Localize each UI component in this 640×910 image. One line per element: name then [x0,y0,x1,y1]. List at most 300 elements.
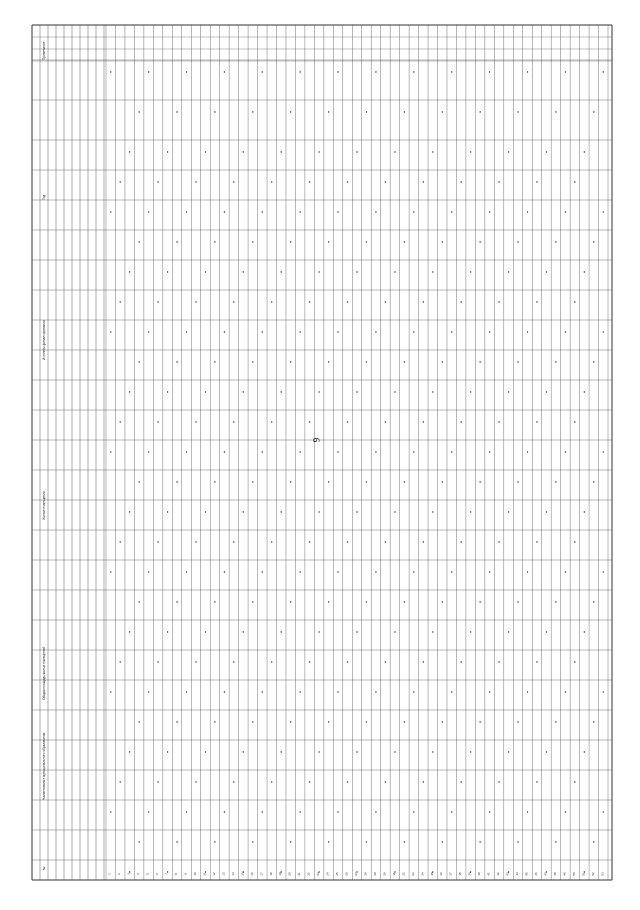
cell-mark [460,661,461,662]
cell-mark [470,751,471,752]
cell-mark [271,661,272,662]
cell-mark [233,181,234,182]
cell-mark [603,571,604,572]
cell-mark [546,391,547,392]
cell-mark [470,631,471,632]
cell-mark [593,241,594,242]
cell-mark [186,71,187,72]
cell-mark [328,841,329,842]
cell-mark [555,111,556,112]
cell-mark [432,871,433,872]
cell-mark [167,391,168,392]
cell-mark [413,571,414,572]
row-index: 2 [117,873,122,875]
cell-mark [110,811,111,812]
row-index: 7 [164,873,169,875]
cell-mark [593,601,594,602]
cell-mark [574,541,575,542]
cell-mark [555,241,556,242]
row-index: 26 [344,872,349,876]
cell-mark [176,841,177,842]
cell-mark [603,691,604,692]
row-index: 43 [505,872,510,876]
cell-mark [271,541,272,542]
cell-mark [527,451,528,452]
cell-mark [262,571,263,572]
column-header: № [42,866,46,870]
cell-mark [366,601,367,602]
cell-mark [347,661,348,662]
cell-mark [186,691,187,692]
cell-mark [517,111,518,112]
cell-mark [375,451,376,452]
cell-mark [375,211,376,212]
cell-mark [432,631,433,632]
column-header: Год [42,194,46,200]
cell-mark [186,451,187,452]
cell-mark [489,211,490,212]
cell-mark [290,241,291,242]
cell-mark [205,631,206,632]
cell-mark [442,361,443,362]
column-header: Наименование муниципального образования [42,732,46,800]
cell-mark [432,151,433,152]
cell-mark [536,781,537,782]
cell-mark [186,331,187,332]
cell-mark [527,71,528,72]
cell-mark [243,631,244,632]
cell-mark [375,571,376,572]
cell-mark [451,211,452,212]
cell-mark [584,751,585,752]
cell-mark [375,811,376,812]
cell-mark [299,211,300,212]
cell-mark [252,721,253,722]
cell-mark [489,331,490,332]
cell-mark [508,751,509,752]
row-index: 3 [126,873,131,875]
cell-mark [546,751,547,752]
cell-mark [214,601,215,602]
cell-mark [451,691,452,692]
cell-mark [413,331,414,332]
cell-mark [318,871,319,872]
cell-mark [347,421,348,422]
cell-mark [186,811,187,812]
cell-mark [432,511,433,512]
row-index: 18 [268,872,273,876]
cell-mark [527,571,528,572]
cell-mark [508,631,509,632]
cell-mark [138,841,139,842]
cell-mark [271,301,272,302]
cell-mark [498,181,499,182]
row-index: 46 [533,872,538,876]
row-index: 49 [562,872,567,876]
cell-mark [394,871,395,872]
cell-mark [508,271,509,272]
cell-mark [167,871,168,872]
cell-mark [262,211,263,212]
row-index: 5 [145,873,150,875]
cell-mark [479,361,480,362]
cell-mark [299,71,300,72]
cell-mark [328,601,329,602]
cell-mark [271,181,272,182]
cell-mark [252,241,253,242]
cell-mark [195,421,196,422]
cell-mark [120,781,121,782]
cell-mark [176,481,177,482]
cell-mark [167,751,168,752]
cell-mark [385,541,386,542]
cell-mark [233,781,234,782]
cell-mark [555,361,556,362]
cell-mark [337,211,338,212]
cell-mark [233,421,234,422]
row-index: 34 [420,872,425,876]
cell-mark [479,111,480,112]
cell-mark [214,241,215,242]
cell-mark [546,511,547,512]
row-index: 1 [107,873,112,875]
cell-mark [129,871,130,872]
cell-mark [498,781,499,782]
cell-mark [252,111,253,112]
cell-mark [299,571,300,572]
cell-mark [148,691,149,692]
row-index: 41 [486,872,491,876]
cell-mark [356,511,357,512]
cell-mark [318,391,319,392]
cell-mark [527,211,528,212]
cell-mark [442,721,443,722]
row-index: 29 [372,872,377,876]
row-index: 32 [401,872,406,876]
cell-mark [157,781,158,782]
cell-mark [205,751,206,752]
cell-mark [309,661,310,662]
cell-mark [299,451,300,452]
cell-mark [517,601,518,602]
row-index: 44 [515,872,520,876]
cell-mark [214,361,215,362]
cell-mark [517,721,518,722]
cell-mark [157,661,158,662]
cell-mark [157,541,158,542]
cell-mark [432,271,433,272]
cell-mark [404,841,405,842]
cell-mark [593,841,594,842]
cell-mark [148,811,149,812]
cell-mark [574,781,575,782]
cell-mark [366,721,367,722]
cell-mark [252,841,253,842]
cell-mark [527,811,528,812]
row-index: 24 [325,872,330,876]
cell-mark [489,691,490,692]
cell-mark [546,151,547,152]
cell-mark [470,871,471,872]
cell-mark [565,811,566,812]
row-index: 28 [363,872,368,876]
cell-mark [442,841,443,842]
cell-mark [281,631,282,632]
cell-mark [423,781,424,782]
cell-mark [120,661,121,662]
cell-mark [233,301,234,302]
cell-mark [442,241,443,242]
cell-mark [214,721,215,722]
cell-mark [356,391,357,392]
cell-mark [262,811,263,812]
cell-mark [110,211,111,212]
cell-mark [508,391,509,392]
row-index: 19 [278,872,283,876]
cell-mark [224,691,225,692]
cell-mark [224,811,225,812]
cell-mark [176,721,177,722]
cell-mark [318,511,319,512]
cell-mark [385,781,386,782]
cell-mark [603,71,604,72]
row-index: 21 [297,872,302,876]
cell-mark [423,181,424,182]
row-index: 45 [524,872,529,876]
cell-mark [318,751,319,752]
cell-mark [565,451,566,452]
cell-mark [366,841,367,842]
row-index: 9 [183,873,188,875]
cell-mark [574,421,575,422]
cell-mark [195,541,196,542]
cell-mark [451,451,452,452]
row-index: 25 [335,872,340,876]
cell-mark [498,541,499,542]
cell-mark [565,691,566,692]
cell-mark [195,661,196,662]
cell-mark [129,511,130,512]
cell-mark [423,421,424,422]
cell-mark [527,691,528,692]
cell-mark [479,601,480,602]
cell-mark [394,631,395,632]
cell-mark [176,361,177,362]
row-index: 48 [552,872,557,876]
cell-mark [593,721,594,722]
cell-mark [243,511,244,512]
cell-mark [243,271,244,272]
column-header: Примечание [42,41,46,60]
cell-mark [214,111,215,112]
cell-mark [262,331,263,332]
cell-mark [205,511,206,512]
cell-mark [385,661,386,662]
cell-mark [432,751,433,752]
cell-mark [460,421,461,422]
cell-mark [385,181,386,182]
cell-mark [489,571,490,572]
cell-mark [138,721,139,722]
cell-mark [517,841,518,842]
column-header: Источник финансирования [42,320,46,360]
cell-mark [214,841,215,842]
cell-mark [233,661,234,662]
row-index: 42 [496,872,501,876]
cell-mark [224,71,225,72]
cell-mark [309,301,310,302]
row-index: 16 [249,872,254,876]
cell-mark [385,421,386,422]
cell-mark [271,781,272,782]
row-index: 6 [155,873,160,875]
cell-mark [110,691,111,692]
row-index: 53 [600,872,605,876]
cell-mark [148,331,149,332]
cell-mark [243,751,244,752]
cell-mark [120,181,121,182]
cell-mark [309,781,310,782]
cell-mark [366,241,367,242]
row-index: 4 [136,873,141,875]
row-index: 12 [211,872,216,876]
column-header: Жилые помещения [42,491,46,520]
cell-mark [252,361,253,362]
cell-mark [442,601,443,602]
row-index: 47 [543,872,548,876]
cell-mark [375,71,376,72]
row-index: 11 [202,872,207,876]
cell-mark [470,391,471,392]
cell-mark [290,841,291,842]
cell-mark [271,421,272,422]
cell-mark [356,871,357,872]
row-index: 14 [230,872,235,876]
cell-mark [337,331,338,332]
cell-mark [413,211,414,212]
row-index: 31 [391,872,396,876]
row-index: 39 [467,872,472,876]
cell-mark [451,331,452,332]
row-index: 10 [192,872,197,876]
cell-mark [176,601,177,602]
cell-mark [129,271,130,272]
cell-mark [413,691,414,692]
cell-mark [120,421,121,422]
cell-mark [138,241,139,242]
cell-mark [479,481,480,482]
cell-mark [574,661,575,662]
cell-mark [328,481,329,482]
row-index: 20 [287,872,292,876]
column-header: Общая площадь жилых помещений [42,646,46,700]
row-index: 50 [571,872,576,876]
cell-mark [110,451,111,452]
cell-mark [309,421,310,422]
cell-mark [423,301,424,302]
cell-mark [328,721,329,722]
cell-mark [167,631,168,632]
cell-mark [233,541,234,542]
cell-mark [347,181,348,182]
cell-mark [129,751,130,752]
cell-mark [584,151,585,152]
cell-mark [451,811,452,812]
cell-mark [309,181,310,182]
cell-mark [404,601,405,602]
cell-mark [281,751,282,752]
cell-mark [337,811,338,812]
cell-mark [176,241,177,242]
cell-mark [281,511,282,512]
cell-mark [148,451,149,452]
cell-mark [262,71,263,72]
cell-mark [394,391,395,392]
row-index: 36 [439,872,444,876]
cell-mark [205,271,206,272]
cell-mark [565,331,566,332]
cell-mark [290,601,291,602]
cell-mark [489,451,490,452]
cell-mark [603,811,604,812]
cell-mark [423,661,424,662]
cell-mark [205,871,206,872]
cell-mark [603,331,604,332]
cell-mark [517,481,518,482]
cell-mark [157,181,158,182]
cell-mark [186,211,187,212]
cell-mark [281,151,282,152]
cell-mark [356,271,357,272]
row-index: 27 [354,872,358,876]
cell-mark [498,661,499,662]
cell-mark [148,71,149,72]
cell-mark [394,751,395,752]
cell-mark [442,481,443,482]
cell-mark [489,71,490,72]
cell-mark [347,781,348,782]
cell-mark [167,511,168,512]
cell-mark [110,331,111,332]
cell-mark [252,481,253,482]
cell-mark [451,571,452,572]
row-index: 51 [581,872,586,876]
cell-mark [375,691,376,692]
cell-mark [167,151,168,152]
cell-mark [224,331,225,332]
page-number: 9 [311,437,322,443]
cell-mark [157,301,158,302]
cell-mark [584,871,585,872]
cell-mark [281,391,282,392]
cell-mark [328,111,329,112]
cell-mark [593,111,594,112]
cell-mark [328,241,329,242]
cell-mark [460,541,461,542]
row-index: 13 [221,872,226,876]
cell-mark [565,71,566,72]
cell-mark [460,301,461,302]
cell-mark [375,331,376,332]
cell-mark [299,811,300,812]
cell-mark [508,511,509,512]
cell-mark [195,181,196,182]
cell-mark [243,151,244,152]
cell-mark [195,781,196,782]
cell-mark [167,271,168,272]
cell-mark [536,421,537,422]
cell-mark [584,271,585,272]
